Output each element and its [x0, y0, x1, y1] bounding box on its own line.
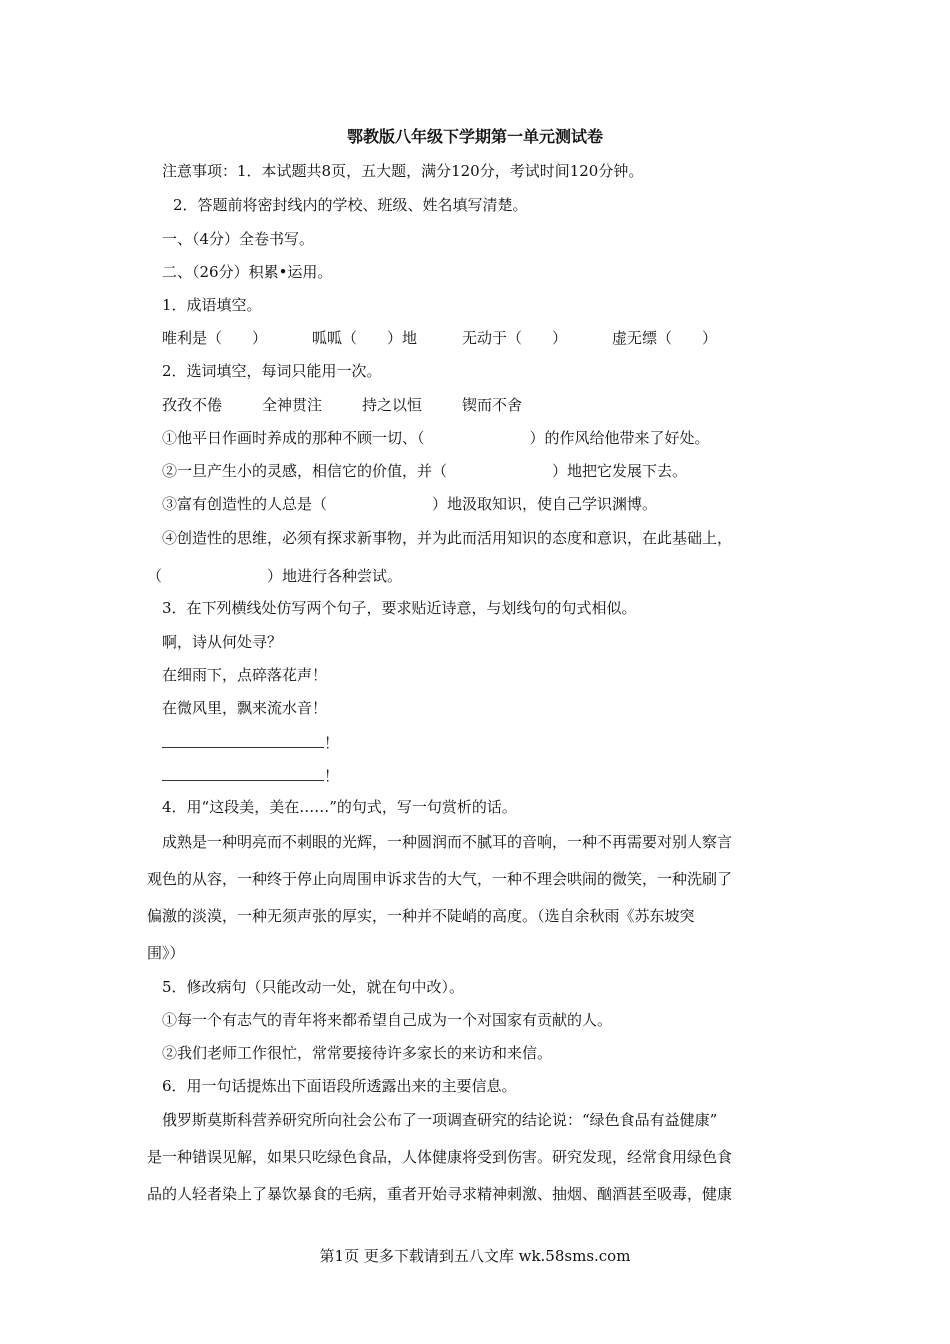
q6-heading: 6．用一句话提炼出下面语段所透露出来的主要信息。: [162, 1077, 517, 1095]
q4-heading: 4．用“这段美，美在……”的句式，写一句赏析的话。: [162, 798, 517, 816]
q2-sentence-2-end: ）地把它发展下去。: [552, 462, 688, 480]
exclamation: ！: [324, 734, 340, 752]
q5-heading: 5．修改病句（只能改动一处，就在句中改）。: [162, 978, 465, 996]
q5-sentence-1: ①每一个有志气的青年将来都希望自己成为一个对国家有贡献的人。: [162, 1011, 613, 1029]
q1-item: 呱呱（ ）地: [312, 329, 418, 347]
q6-passage-line: 是一种错误见解，如果只吃绿色食品，人体健康将受到伤害。研究发现，经常食用绿色食: [147, 1148, 733, 1166]
q2-sentence-1: [162, 428, 710, 448]
exclamation: ！: [324, 767, 340, 785]
q3-answer-line-1: [162, 731, 339, 753]
q4-passage-line: 观色的从容，一种终于停止向周围申诉求告的大气，一种不理会哄闹的微笑，一种洗刷了: [147, 870, 733, 888]
section-2-heading: 二、（26分）积累•运用。: [162, 263, 333, 281]
q2-sentence-3: [162, 494, 657, 514]
q3-heading: 3．在下列横线处仿写两个句子，要求贴近诗意，与划线句的句式相似。: [162, 599, 637, 617]
page-title: 鄂教版八年级下学期第一单元测试卷: [346, 127, 603, 146]
q2-sentence-3-start: ③富有创造性的人总是（: [162, 495, 328, 513]
q2-word: 全神贯注: [262, 396, 323, 414]
q3-poem-line-2: 在细雨下，点碎落花声！: [162, 666, 328, 684]
q4-passage-line: 偏激的淡漠，一种无须声张的厚实，一种并不陡峭的高度。（选自余秋雨《苏东坡突: [147, 907, 695, 925]
q1-heading: 1．成语填空。: [162, 296, 262, 314]
q2-word: 持之以恒: [362, 396, 423, 414]
q4-passage-line: 围》）: [147, 944, 185, 962]
q2-heading: 2．选词填空，每词只能用一次。: [162, 362, 382, 380]
q1-item: 虚无缥（ ）: [612, 329, 718, 347]
q1-items: [162, 328, 717, 348]
q2-sentence-4-continued: [147, 566, 402, 586]
q5-sentence-2: ②我们老师工作很忙，常常要接待许多家长的来访和来信。: [162, 1044, 553, 1062]
q2-sentence-4: ④创造性的思维，必须有探求新事物，并为此而活用知识的态度和意识，在此基础上，: [162, 529, 733, 547]
q6-passage-line: 俄罗斯莫斯科营养研究所向社会公布了一项调查研究的结论说：“绿色食品有益健康”: [162, 1111, 718, 1129]
q2-sentence-2-start: ②一旦产生小的灵感，相信它的价值，并（: [162, 462, 448, 480]
q2-word-list: [162, 395, 522, 415]
q4-passage-line: 成熟是一种明亮而不刺眼的光辉，一种圆润而不腻耳的音响，一种不再需要对别人察言: [162, 833, 733, 851]
q1-item: 无动于（ ）: [462, 329, 568, 347]
q2-sentence-4-open: （: [147, 567, 163, 585]
q3-poem-line-3: 在微风里，飘来流水音！: [162, 699, 328, 717]
q3-answer-line-2: [162, 764, 339, 786]
q3-poem-line-1: 啊，诗从何处寻？: [162, 633, 283, 651]
answer-underline[interactable]: [162, 731, 324, 748]
q2-sentence-4-end: ）地进行各种尝试。: [267, 567, 403, 585]
q2-sentence-2: [162, 461, 687, 481]
q2-sentence-3-end: ）地汲取知识，使自己学识渊博。: [432, 495, 658, 513]
q2-word: 锲而不舍: [462, 396, 523, 414]
q1-item: 唯利是（ ）: [162, 329, 268, 347]
answer-underline[interactable]: [162, 764, 324, 781]
q2-word: 孜孜不倦: [162, 396, 223, 414]
q2-sentence-1-end: ）的作风给他带来了好处。: [529, 429, 710, 447]
section-1-heading: 一、（4分）全卷书写。: [162, 230, 315, 248]
page-footer: 第1页 更多下载请到五八文库 wk.58sms.com: [319, 1247, 631, 1265]
q6-passage-line: 品的人轻者染上了暴饮暴食的毛病，重者开始寻求精神刺激、抽烟、酗酒甚至吸毒，健康: [147, 1185, 733, 1203]
notice-line-1: 注意事项：1．本试题共8页，五大题，满分120分，考试时间120分钟。: [162, 162, 644, 180]
q2-sentence-1-start: ①他平日作画时养成的那种不顾一切、（: [162, 429, 425, 447]
notice-line-2: 2．答题前将密封线内的学校、班级、姓名填写清楚。: [173, 196, 528, 214]
